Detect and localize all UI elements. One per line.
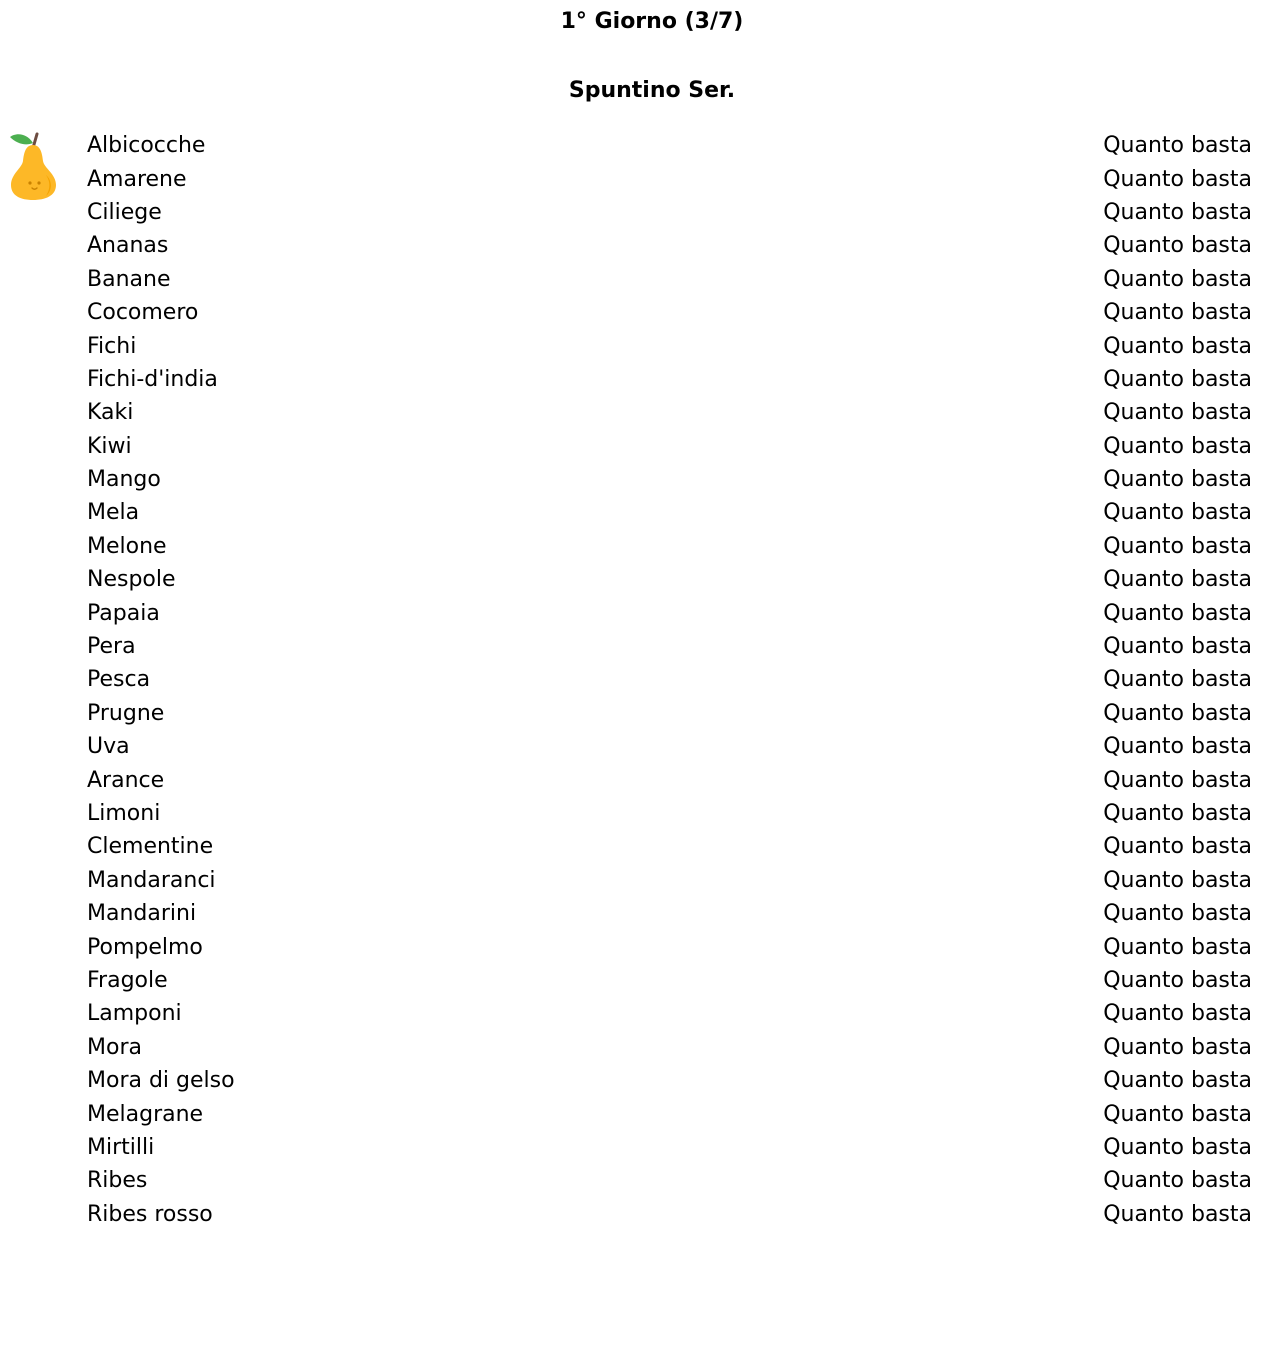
food-row <box>87 396 1252 429</box>
food-name: Pompelmo <box>87 934 203 960</box>
food-row <box>87 229 1252 262</box>
food-quantity: Quanto basta <box>1103 433 1252 459</box>
food-row <box>87 763 1252 796</box>
food-row <box>87 329 1252 362</box>
pear-eye-right <box>37 181 40 184</box>
food-quantity: Quanto basta <box>1103 1001 1252 1027</box>
food-quantity: Quanto basta <box>1103 934 1252 960</box>
meal-title: Spuntino Ser. <box>568 78 736 103</box>
food-row <box>87 129 1252 162</box>
food-quantity: Quanto basta <box>1103 700 1252 726</box>
food-row <box>87 797 1252 830</box>
food-quantity: Quanto basta <box>1103 166 1252 192</box>
food-name: Mora <box>87 1034 142 1060</box>
food-quantity: Quanto basta <box>1103 333 1252 359</box>
pear-leaf <box>10 134 33 144</box>
pear-icon <box>6 130 60 202</box>
food-quantity: Quanto basta <box>1103 834 1252 860</box>
food-row <box>87 897 1252 930</box>
food-name: Uva <box>87 734 130 760</box>
food-quantity: Quanto basta <box>1103 867 1252 893</box>
food-name: Pesca <box>87 667 151 693</box>
food-row <box>87 296 1252 329</box>
food-row <box>87 430 1252 463</box>
food-name: Kaki <box>87 400 134 426</box>
page-title: 1° Giorno (3/7) <box>560 9 744 34</box>
food-name: Melone <box>87 533 167 559</box>
food-name: Ananas <box>87 233 169 259</box>
food-row <box>87 663 1252 696</box>
food-name: Mango <box>87 467 161 493</box>
food-name: Pera <box>87 634 136 660</box>
food-name: Papaia <box>87 600 160 626</box>
food-row <box>87 563 1252 596</box>
food-row <box>87 730 1252 763</box>
food-row <box>87 363 1252 396</box>
food-name: Arance <box>87 767 165 793</box>
food-name: Lamponi <box>87 1001 182 1027</box>
food-quantity: Quanto basta <box>1103 567 1252 593</box>
food-name: Melagrane <box>87 1101 204 1127</box>
food-name: Fichi-d'india <box>87 366 218 392</box>
food-quantity: Quanto basta <box>1103 500 1252 526</box>
food-name: Fragole <box>87 967 168 993</box>
food-list <box>87 129 1252 1231</box>
food-row <box>87 1131 1252 1164</box>
food-quantity: Quanto basta <box>1103 233 1252 259</box>
food-quantity: Quanto basta <box>1103 1101 1252 1127</box>
food-quantity: Quanto basta <box>1103 400 1252 426</box>
food-row <box>87 1164 1252 1197</box>
food-name: Limoni <box>87 801 161 826</box>
food-quantity: Quanto basta <box>1103 801 1252 826</box>
food-row <box>87 1031 1252 1064</box>
food-row <box>87 830 1252 863</box>
food-name: Banane <box>87 266 171 292</box>
food-quantity: Quanto basta <box>1103 1068 1252 1094</box>
food-name: Cocomero <box>87 300 199 326</box>
food-quantity: Quanto basta <box>1103 1168 1252 1194</box>
food-row <box>87 964 1252 997</box>
food-name: Kiwi <box>87 433 132 459</box>
food-name: Nespole <box>87 567 176 593</box>
food-name: Fichi <box>87 333 137 359</box>
food-quantity: Quanto basta <box>1103 1201 1252 1227</box>
food-name: Albicocche <box>87 133 206 159</box>
food-quantity: Quanto basta <box>1103 133 1252 159</box>
food-row <box>87 1097 1252 1130</box>
food-row <box>87 697 1252 730</box>
food-name: Ribes <box>87 1168 148 1194</box>
food-name: Mora di gelso <box>87 1068 235 1094</box>
food-quantity: Quanto basta <box>1103 1134 1252 1160</box>
food-name: Ciliege <box>87 199 162 225</box>
food-row <box>87 463 1252 496</box>
food-row <box>87 496 1252 529</box>
food-quantity: Quanto basta <box>1103 634 1252 660</box>
food-quantity: Quanto basta <box>1103 667 1252 693</box>
food-row <box>87 930 1252 963</box>
food-row <box>87 263 1252 296</box>
food-quantity: Quanto basta <box>1103 967 1252 993</box>
food-quantity: Quanto basta <box>1103 533 1252 559</box>
food-quantity: Quanto basta <box>1103 366 1252 392</box>
food-name: Ribes rosso <box>87 1201 213 1227</box>
food-row <box>87 596 1252 629</box>
food-name: Amarene <box>87 166 187 192</box>
food-quantity: Quanto basta <box>1103 467 1252 493</box>
food-row <box>87 997 1252 1030</box>
food-quantity: Quanto basta <box>1103 1034 1252 1060</box>
food-row <box>87 196 1252 229</box>
food-row <box>87 530 1252 563</box>
food-row <box>87 630 1252 663</box>
food-name: Mandaranci <box>87 867 216 893</box>
food-quantity: Quanto basta <box>1103 266 1252 292</box>
food-name: Mela <box>87 500 140 526</box>
food-name: Mandarini <box>87 901 197 927</box>
pear-eye-left <box>28 181 31 184</box>
food-quantity: Quanto basta <box>1103 600 1252 626</box>
food-row <box>87 162 1252 195</box>
food-row <box>87 1198 1252 1231</box>
food-quantity: Quanto basta <box>1103 199 1252 225</box>
food-row <box>87 864 1252 897</box>
food-row <box>87 1064 1252 1097</box>
food-quantity: Quanto basta <box>1103 734 1252 760</box>
food-quantity: Quanto basta <box>1103 767 1252 793</box>
food-quantity: Quanto basta <box>1103 901 1252 927</box>
food-quantity: Quanto basta <box>1103 300 1252 326</box>
food-name: Clementine <box>87 834 214 860</box>
food-name: Mirtilli <box>87 1134 155 1160</box>
food-name: Prugne <box>87 700 165 726</box>
